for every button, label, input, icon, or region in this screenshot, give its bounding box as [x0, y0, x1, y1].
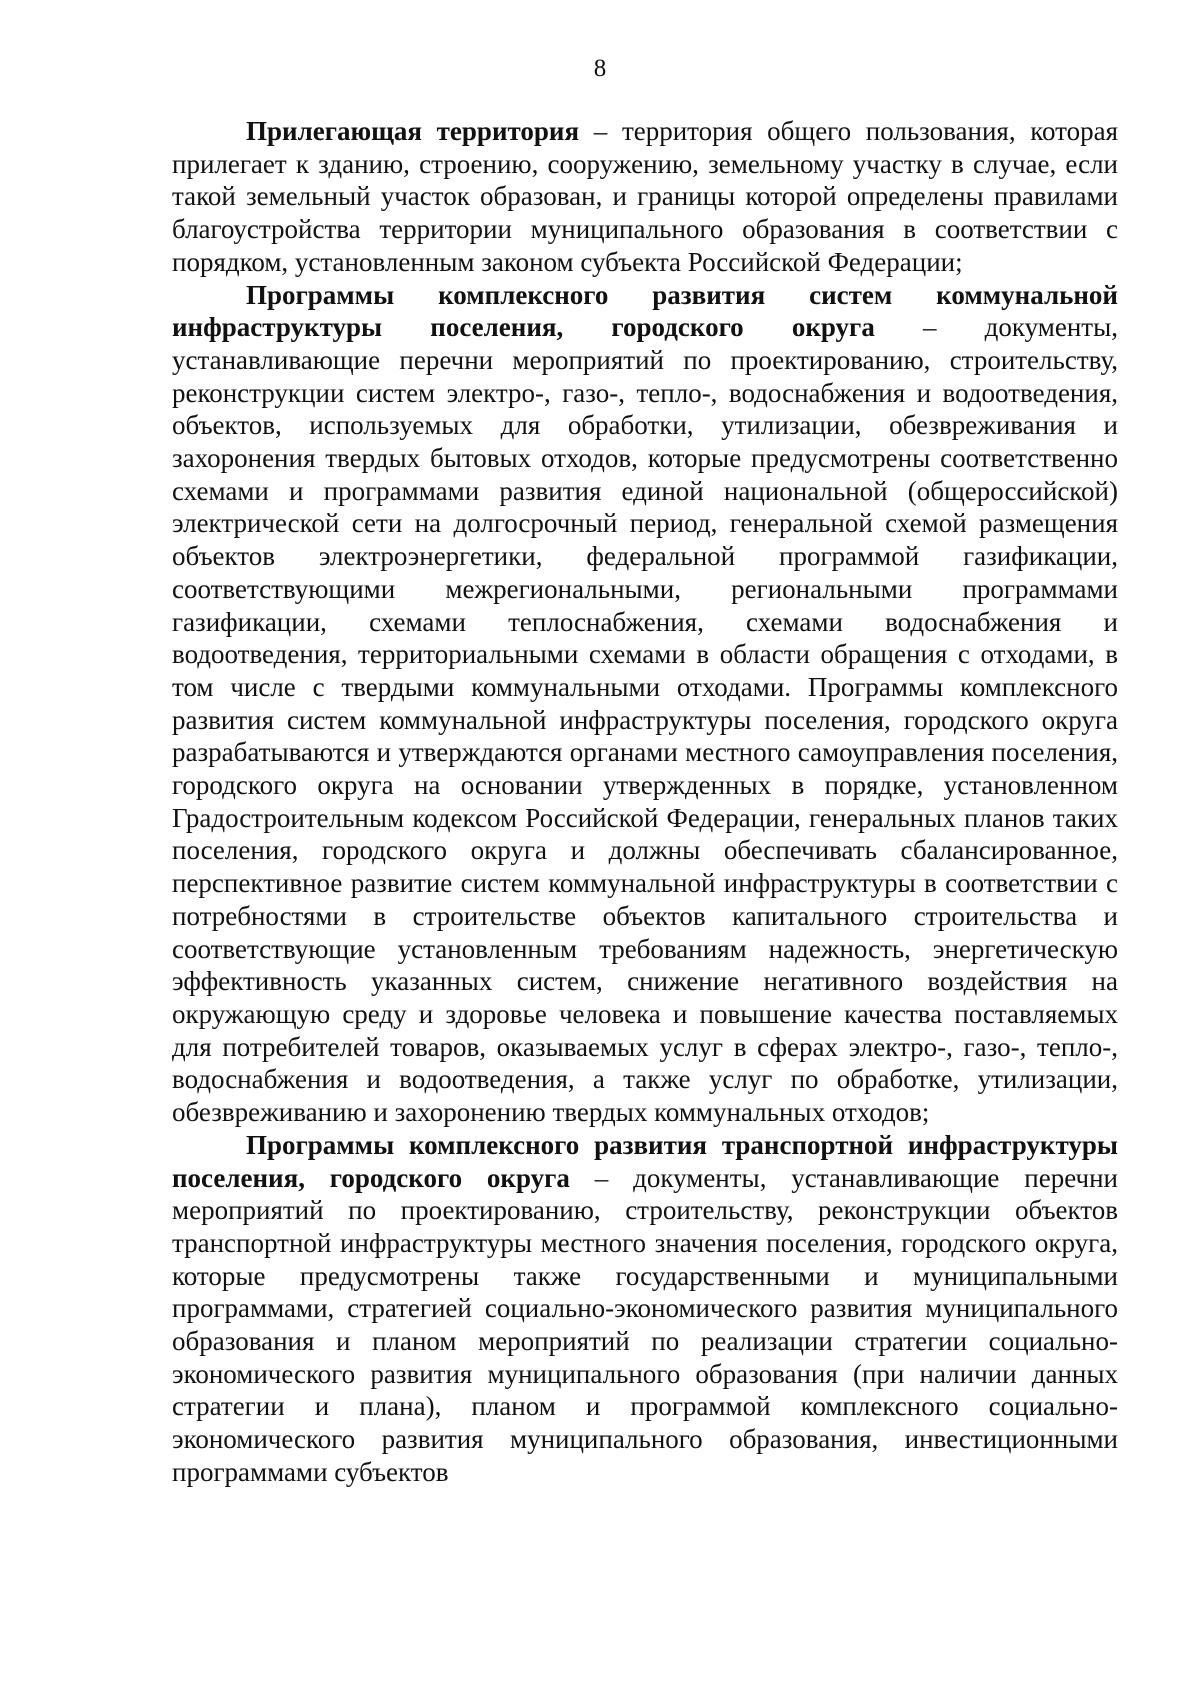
definition-transport-infrastructure-programs: – документы, устанавливающие перечни мероприятий по проектированию, строительству, реконструкции объектов транспортной инфраструктуры местного значения поселения, городского округа, которые предусмотрены также государственными и муниципальными программами, стратегией социально-экономического развития муниципального образования и планом мероприятий по реализации стратегии социально-экономического развития муниципального образования (при наличии данных стратегии и плана), планом и программой комплексного социально-экономического развития муниципального образования, инвестиционными программами субъектов	[172, 1162, 1118, 1487]
page-number: 8	[593, 55, 607, 82]
definition-adjacent-territory: – территория общего пользования, которая прилегает к зданию, строению, сооружению, земельному участку в случае, если такой земельный участок образован, и границы которой определены правилами благоустройства территории муниципального образования в соответствии с порядком, установленным законом субъекта Российской Федерации;	[172, 116, 1118, 277]
definition-utility-infrastructure-programs: – документы, устанавливающие перечни мероприятий по проектированию, строительству, реконструкции систем электро-, газо-, тепло-, водоснабжения и водоотведения, объектов, используемых для обработки, утилизации, обезвреживания и захоронения твердых бытовых отходов, которые предусмотрены соответственно схемами и программами развития единой национальной (общероссийской) электрической сети на долгосрочный период, генеральной схемой размещения объектов электроэнергетики, федеральной программой газификации, соответствующими межрегиональными, региональными программами газификации, схемами теплоснабжения, схемами водоснабжения и водоотведения, территориальными схемами в области обращения с отходами, в том числе с твердыми коммунальными отходами. Программы комплексного развития систем коммунальной инфраструктуры поселения, городского округа разрабатываются и утверждаются органами местного самоуправления поселения, городского округа на основании утвержденных в порядке, установленном Градостроительным кодексом Российской Федерации, генеральных планов таких поселения, городского округа и должны обеспечивать сбалансированное, перспективное развитие систем коммунальной инфраструктуры в соответствии с потребностями в строительстве объектов капитального строительства и соответствующие установленным требованиям надежность, энергетическую эффективность указанных систем, снижение негативного воздействия на окружающую среду и здоровье человека и повышение качества поставляемых для потребителей товаров, оказываемых услуг в сферах электро-, газо-, тепло-, водоснабжения и водоотведения, а также услуг по обработке, утилизации, обезвреживанию и захоронению твердых коммунальных отходов;	[172, 312, 1118, 1128]
paragraph-adjacent-territory	[172, 115, 1118, 279]
document-body	[172, 115, 1118, 1489]
term-transport-infrastructure-programs: Программы комплексного развития транспортной инфраструктуры поселения, городского округа	[172, 1129, 1118, 1193]
term-utility-infrastructure-programs: Программы комплексного развития систем коммунальной инфраструктуры поселения, городского округа	[172, 279, 1118, 343]
term-adjacent-territory: Прилегающая территория	[246, 116, 580, 146]
paragraph-utility-infrastructure-programs	[172, 279, 1118, 1129]
paragraph-transport-infrastructure-programs	[172, 1129, 1118, 1489]
